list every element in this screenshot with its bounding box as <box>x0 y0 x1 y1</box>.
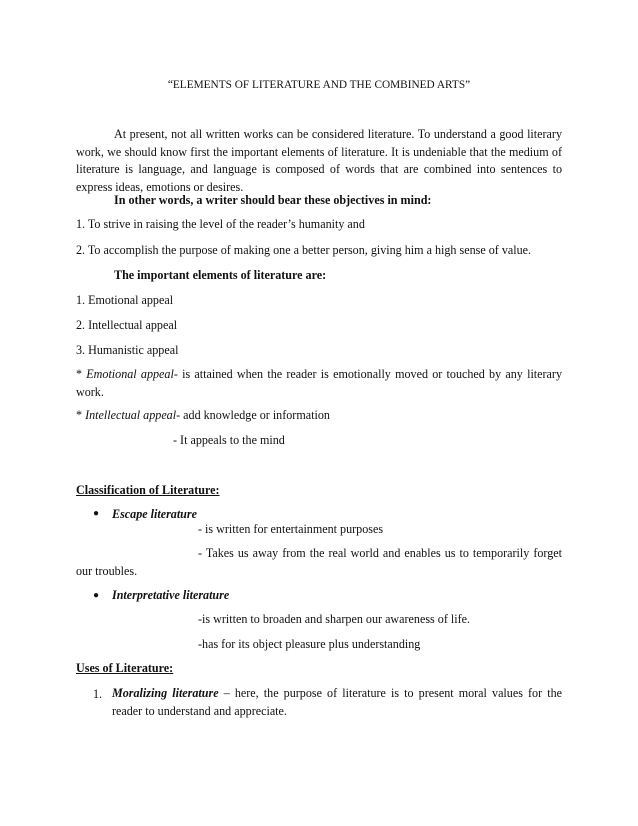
intellectual-appeal-definition <box>76 408 330 423</box>
bullet-dot-icon: ● <box>93 590 100 601</box>
interpretative-literature-line1: -is written to broaden and sharpen our awareness of life. <box>198 612 471 626</box>
escape-literature-term: Escape literature <box>112 507 197 521</box>
element-item: 1. Emotional appeal <box>76 293 174 307</box>
bullet-star: * <box>76 408 86 422</box>
emotional-appeal-definition <box>76 366 562 401</box>
intellectual-appeal-term: Intellectual appeal- <box>85 408 181 422</box>
uses-item-moralizing <box>112 685 562 720</box>
bullet-dot-icon: ● <box>93 508 100 519</box>
escape-literature-line1: - is written for entertainment purposes <box>198 522 384 536</box>
objective-item: 1. To strive in raising the level of the reader’s humanity and <box>76 217 365 231</box>
element-item: 3. Humanistic appeal <box>76 343 179 357</box>
intellectual-appeal-sub: - It appeals to the mind <box>173 433 285 447</box>
uses-item-number: 1. <box>93 687 103 701</box>
intellectual-appeal-text: add knowledge or information <box>180 408 330 422</box>
classification-heading: Classification of Literature: <box>76 483 220 497</box>
element-item: 2. Intellectual appeal <box>76 318 178 332</box>
emotional-appeal-text: is attained when the reader is emotionally moved or touched by any literary work. <box>76 367 562 399</box>
intro-paragraph: At present, not all written works can be considered literature. To understand a good literary work, we should know first the important elements of literature. It is undeniable that the medium of literature is language, and language is composed of words that are combined into sentences to express ideas, emotions or desires. <box>76 127 562 194</box>
objective-item: 2. To accomplish the purpose of making one a better person, giving him a high sense of value. <box>76 243 532 257</box>
uses-heading: Uses of Literature: <box>76 661 174 675</box>
interpretative-literature-term: Interpretative literature <box>112 588 230 602</box>
elements-heading: The important elements of literature are: <box>114 268 327 282</box>
document-title: “ELEMENTS OF LITERATURE AND THE COMBINED ARTS” <box>167 79 471 91</box>
moralizing-literature-text: – here, the purpose of literature is to present moral values for the reader to understand and appreciate. <box>112 686 562 718</box>
objectives-heading: In other words, a writer should bear these objectives in mind: <box>114 193 432 207</box>
moralizing-literature-term: Moralizing literature <box>112 686 219 700</box>
emotional-appeal-term: Emotional appeal- <box>86 367 178 381</box>
interpretative-literature-line2: -has for its object pleasure plus understanding <box>198 637 421 651</box>
escape-literature-line2: - Takes us away from the real world and enables us to temporarily forget our troubles. <box>76 546 562 578</box>
bullet-star: * <box>76 367 87 381</box>
